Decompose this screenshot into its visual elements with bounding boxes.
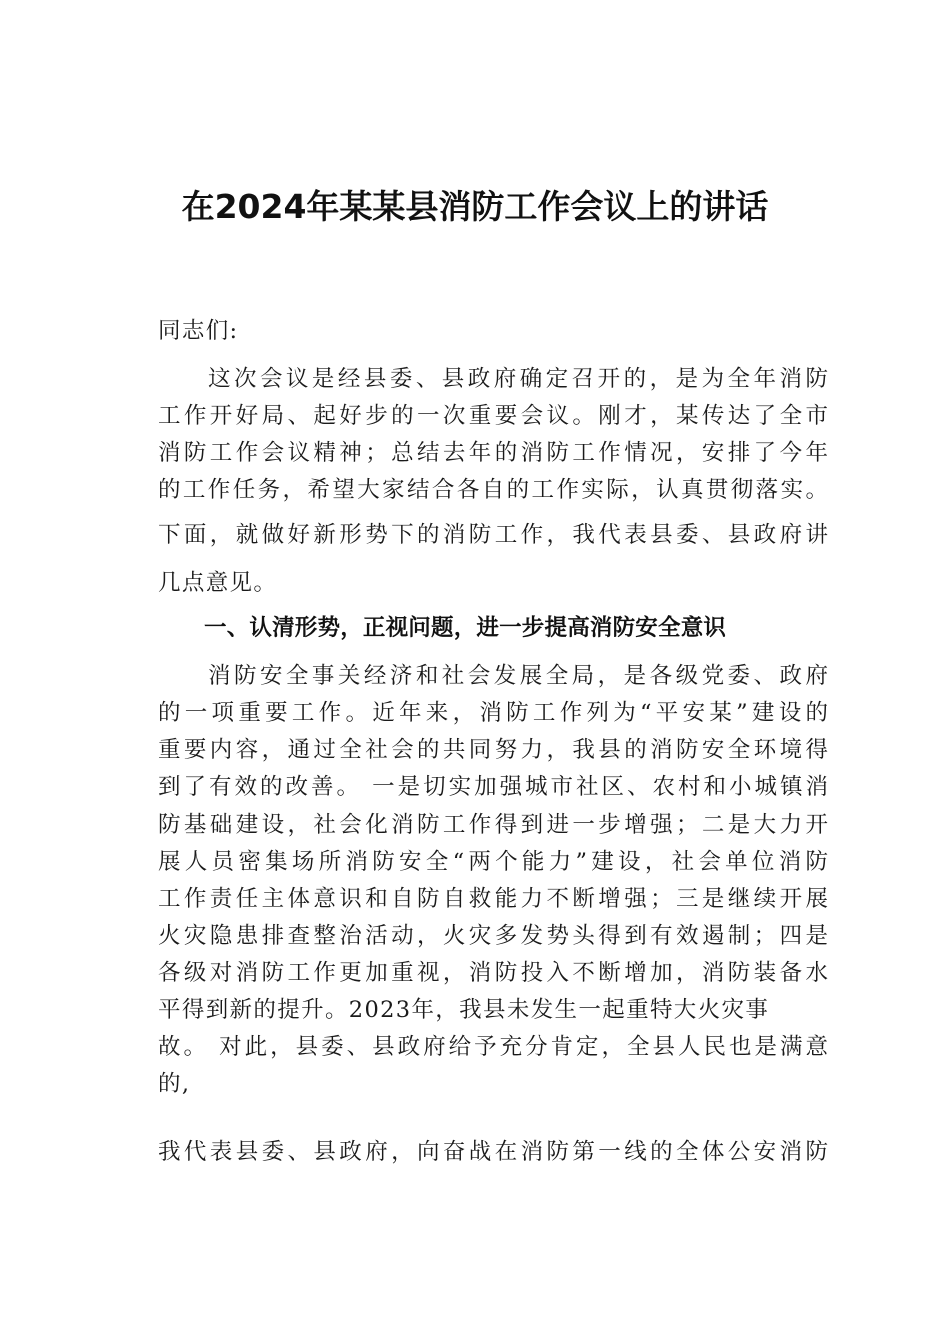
paragraph-line: 这次会议是经县委、县政府确定召开的，是为全年消防 bbox=[208, 366, 828, 392]
paragraph-line: 展人员密集场所消防安全“两个能力”建设，社会单位消防 bbox=[158, 849, 828, 875]
paragraph-line: 下面，就做好新形势下的消防工作，我代表县委、县政府讲 bbox=[158, 522, 828, 548]
paragraph-line: 的工作任务，希望大家结合各自的工作实际，认真贯彻落实。 bbox=[158, 477, 828, 503]
section-heading: 一、认清形势，正视问题，进一步提高消防安全意识 bbox=[204, 615, 727, 641]
paragraph-line: 的, bbox=[158, 1071, 191, 1097]
paragraph-line: 平得到新的提升。2023年，我县未发生一起重特大火灾事 bbox=[158, 997, 770, 1023]
paragraph-line: 工作开好局、起好步的一次重要会议。刚才，某传达了全市 bbox=[158, 403, 828, 429]
paragraph-line: 消防安全事关经济和社会发展全局，是各级党委、政府 bbox=[208, 663, 828, 689]
paragraph-line: 工作责任主体意识和自防自救能力不断增强；三是继续开展 bbox=[158, 886, 828, 912]
paragraph-line: 消防工作会议精神；总结去年的消防工作情况，安排了今年 bbox=[158, 440, 828, 466]
salutation: 同志们: bbox=[158, 318, 239, 344]
document-title: 在2024年某某县消防工作会议上的讲话 bbox=[181, 187, 769, 226]
paragraph-line: 几点意见。 bbox=[158, 570, 278, 596]
paragraph-line: 的一项重要工作。近年来，消防工作列为“平安某”建设的 bbox=[158, 700, 828, 726]
paragraph-line: 重要内容，通过全社会的共同努力，我县的消防安全环境得 bbox=[158, 737, 828, 763]
paragraph-line: 各级对消防工作更加重视，消防投入不断增加，消防装备水 bbox=[158, 960, 828, 986]
paragraph-line: 我代表县委、县政府，向奋战在消防第一线的全体公安消防 bbox=[158, 1139, 828, 1165]
paragraph-line: 故。 对此，县委、县政府给予充分肯定，全县人民也是满意 bbox=[158, 1034, 828, 1060]
paragraph-line: 火灾隐患排查整治活动，火灾多发势头得到有效遏制；四是 bbox=[158, 923, 828, 949]
paragraph-line: 防基础建设，社会化消防工作得到进一步增强；二是大力开 bbox=[158, 812, 828, 838]
paragraph-line: 到了有效的改善。 一是切实加强城市社区、农村和小城镇消 bbox=[158, 774, 828, 800]
